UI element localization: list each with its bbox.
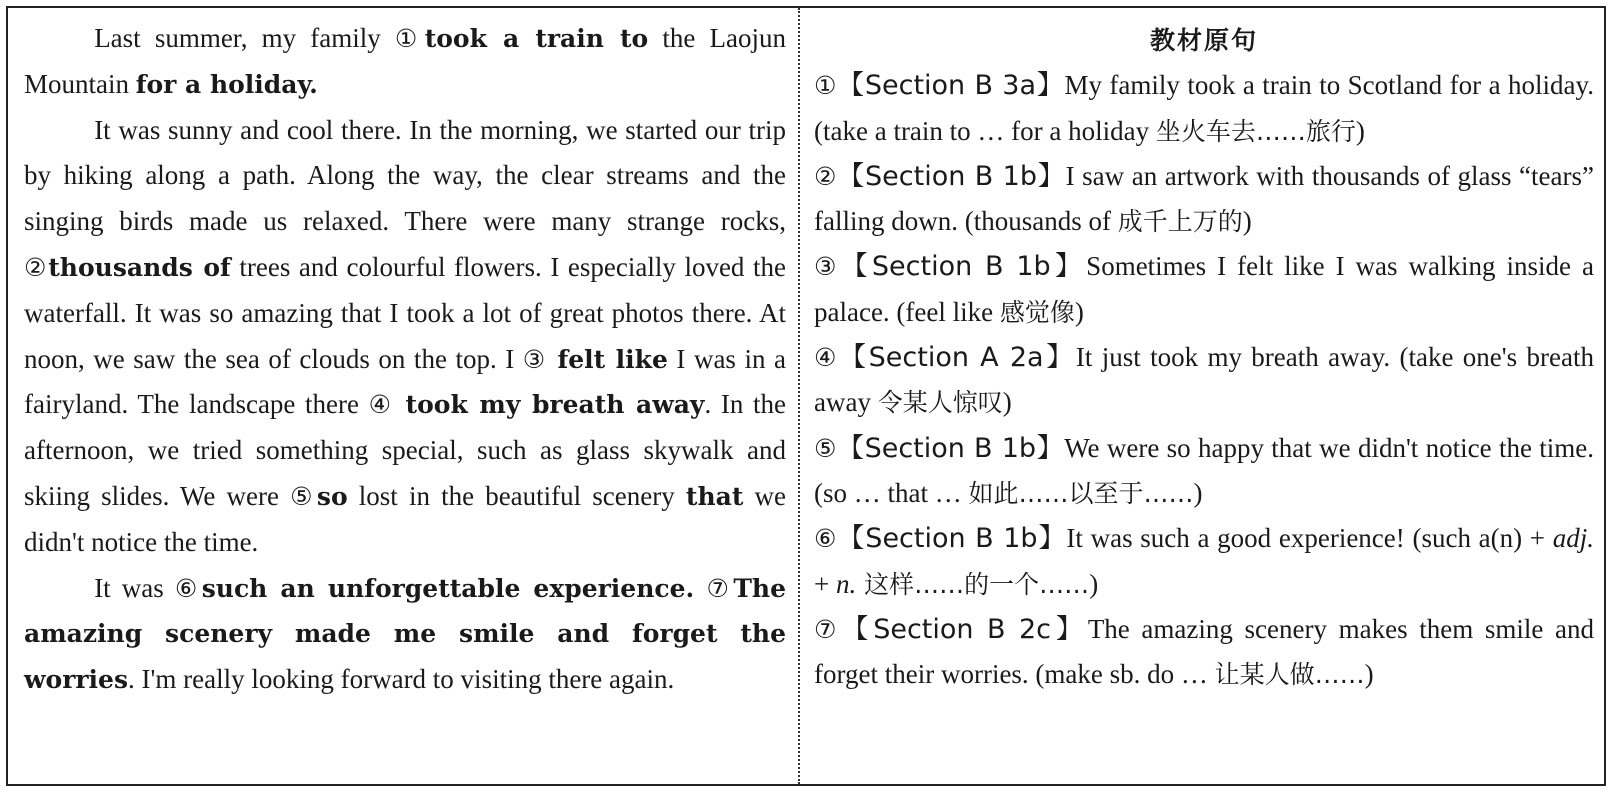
passage-text: . In the afternoon, we tried something special, such as glass skywalk and skiing slides. We were (24, 389, 786, 511)
highlight-phrase: The amazing scenery made me smile and forget the worries (24, 573, 786, 695)
section-tag: 【Section A 2a】 (839, 342, 1076, 374)
circled-number: ⑦ (814, 614, 842, 644)
passage-paragraph-1 (24, 16, 786, 108)
passage-text: It was sunny and cool there. In the morning, we started our trip by hiking along a path. Along the way, the clear streams and the singing birds made us relaxed. There were many strange rocks, (24, 114, 786, 237)
section-tag: 【Section B 1b】 (837, 432, 1065, 464)
highlight-phrase: that (685, 481, 744, 511)
circled-number: ① (394, 24, 425, 53)
source-text: My family took a train to Scotland for a holiday. (take a train to … for a holiday (814, 70, 1594, 146)
source-text: The amazing scenery makes them smile and forget their worries. (make sb. do … (814, 613, 1594, 690)
circled-number: ⑥ (174, 573, 202, 603)
source-item: ②【Section B 1b】I saw an artwork with thousands of glass “tears” falling down. (thousands of 成千上万的) (814, 160, 1594, 237)
passage-text: the Laojun Mountain (24, 23, 786, 99)
section-tag: 【Section B 1b】 (840, 251, 1087, 283)
circled-number: ② (24, 252, 49, 282)
highlight-phrase: felt like (546, 344, 668, 374)
source-text: Sometimes I felt like I was walking inside a palace. (feel like (814, 251, 1594, 327)
chinese-gloss: 让某人做…… (1214, 660, 1365, 690)
source-item: ①【Section B 3a】My family took a train to Scotland for a holiday. (take a train to … for a holiday 坐火车去……旅行) (814, 70, 1594, 146)
source-item: ⑤【Section B 1b】We were so happy that we didn't notice the time. (so … that … 如此……以至于……) (814, 432, 1594, 508)
source-sentences (814, 18, 1594, 697)
highlight-phrase: thousands of (48, 252, 231, 282)
passage-text: we didn't notice the time. (24, 480, 786, 557)
source-item: ③【Section B 1b】Sometimes I felt like I was walking inside a palace. (feel like 感觉像) (814, 251, 1594, 327)
passage-text: Last summer, my family (94, 23, 395, 53)
source-text: It just took my breath away. (take one's breath away (814, 342, 1594, 418)
highlight-phrase: for a holiday. (135, 69, 318, 99)
passage-paragraph-3 (24, 566, 786, 703)
chinese-gloss: 成千上万的 (1117, 207, 1243, 237)
highlight-phrase: took my breath away (393, 390, 705, 420)
chinese-gloss: 令某人惊叹 (877, 388, 1003, 418)
passage-text: trees and colourful flowers. I especially loved the waterfall. It was so amazing that I took a lot of great photos there. At noon, we saw the sea of clouds on the top. I (24, 251, 786, 374)
chinese-gloss: 感觉像 (999, 297, 1075, 327)
circled-number: ③ (522, 344, 547, 374)
source-heading: 教材原句 (1149, 26, 1258, 55)
adj-abbrev: adj. (1552, 523, 1594, 554)
source-item: ⑥【Section B 1b】It was such a good experience! (such a(n) + adj. + n. 这样……的一个……) (814, 523, 1594, 599)
page-frame (6, 6, 1606, 786)
passage-text: . I'm really looking forward to visiting there again. (128, 664, 675, 695)
source-item: ⑦【Section B 2c】The amazing scenery makes them smile and forget their worries. (make sb. do … 让某人做……) (814, 613, 1594, 690)
source-text: It was such a good experience! (such a(n) + (1066, 523, 1553, 554)
section-tag: 【Section B 1b】 (837, 160, 1066, 192)
circled-number: ④ (368, 390, 394, 420)
source-text: I saw an artwork with thousands of glass “tears” falling down. (thousands of (814, 160, 1594, 237)
section-tag: 【Section B 3a】 (837, 70, 1065, 102)
source-text: We were so happy that we didn't notice the time. (so … that … (814, 432, 1594, 508)
chinese-gloss: 如此……以至于…… (968, 478, 1194, 508)
section-tag: 【Section B 1b】 (837, 523, 1067, 555)
circled-number: ⑥ (814, 524, 838, 554)
highlight-phrase: took a train to (424, 24, 649, 53)
circled-number: ② (814, 161, 838, 191)
source-item: ④【Section A 2a】It just took my breath away. (take one's breath away 令某人惊叹) (814, 342, 1594, 418)
noun-abbrev: n. (835, 568, 857, 599)
circled-number: ④ (814, 343, 840, 373)
circled-number: ⑤ (290, 481, 317, 511)
dotted-divider (798, 8, 800, 784)
circled-number: ③ (814, 252, 841, 282)
passage (24, 16, 786, 703)
passage-paragraph-2 (24, 108, 786, 566)
circled-number: ⑦ (694, 573, 734, 603)
chinese-gloss: 这样……的一个…… (856, 569, 1090, 599)
highlight-phrase: such an unforgettable experience. (201, 573, 695, 603)
circled-number: ① (814, 71, 838, 101)
passage-text: I was in a fairyland. The landscape there (24, 343, 786, 420)
passage-text: It was (94, 572, 175, 603)
circled-number: ⑤ (814, 433, 837, 463)
section-tag: 【Section B 2c】 (841, 613, 1088, 645)
passage-text: lost in the beautiful scenery (347, 480, 686, 511)
highlight-phrase: so (316, 481, 348, 511)
chinese-gloss: 坐火车去……旅行 (1155, 116, 1356, 146)
